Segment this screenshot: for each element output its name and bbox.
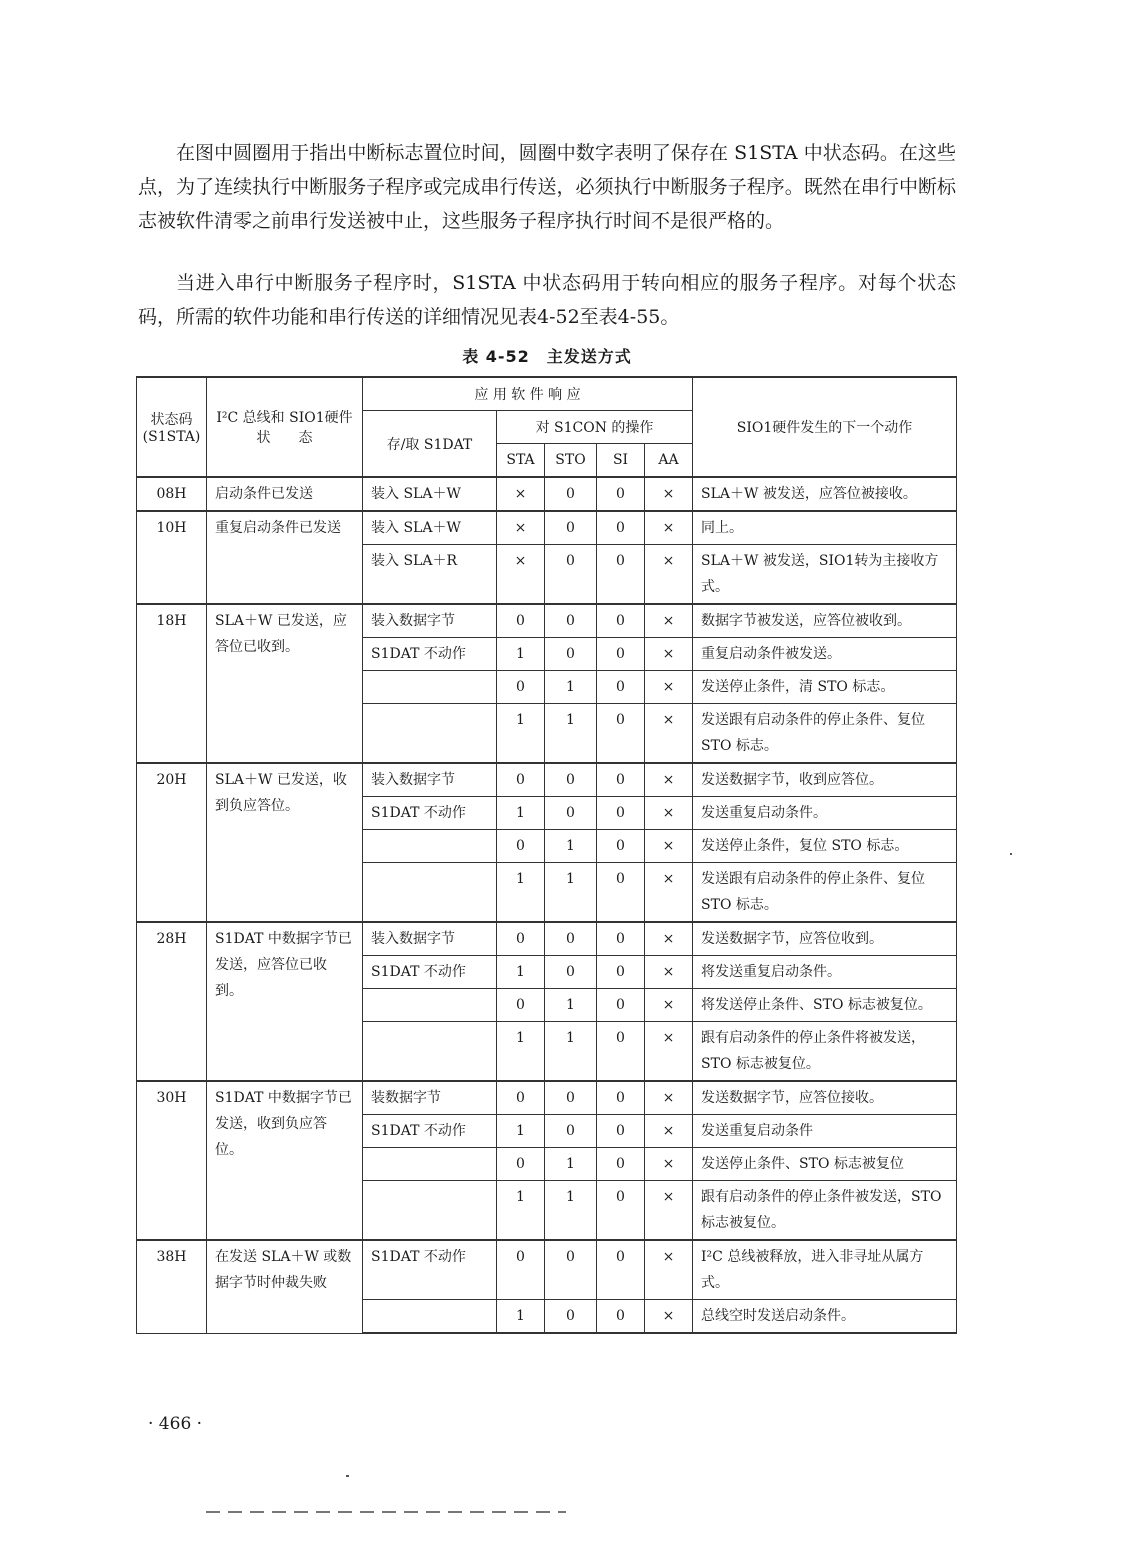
next-action-cell: 重复启动条件被发送。 — [693, 638, 957, 671]
sta-cell: 0 — [497, 1240, 545, 1300]
status-code-cell: 38H — [137, 1240, 207, 1333]
s1dat-cell: 装数据字节 — [363, 1081, 497, 1115]
next-action-cell: 发送数据字节，应答位接收。 — [693, 1081, 957, 1115]
table-body — [137, 477, 957, 1333]
header-status-code: 状态码 (S1STA) — [137, 377, 207, 477]
table-row — [137, 477, 957, 511]
status-code-cell: 10H — [137, 511, 207, 604]
si-cell: 0 — [597, 763, 645, 797]
intro-paragraph-2: 当进入串行中断服务子程序时，S1STA 中状态码用于转向相应的服务子程序。对每个状态码，所需的软件功能和串行传送的详细情况见表4-52至表4-55。 — [138, 272, 956, 328]
aa-cell: × — [645, 604, 693, 638]
s1dat-cell — [363, 1300, 497, 1334]
status-code-cell: 28H — [137, 922, 207, 1081]
table-row — [137, 763, 957, 797]
si-cell: 0 — [597, 922, 645, 956]
s1dat-cell: S1DAT 不动作 — [363, 1240, 497, 1300]
table-row — [137, 604, 957, 638]
sta-cell: 1 — [497, 797, 545, 830]
aa-cell: × — [645, 1181, 693, 1241]
sta-cell: 1 — [497, 1181, 545, 1241]
sta-cell: 1 — [497, 704, 545, 764]
sto-cell: 0 — [545, 763, 597, 797]
sta-cell: 0 — [497, 922, 545, 956]
si-cell: 0 — [597, 1115, 645, 1148]
sto-cell: 0 — [545, 604, 597, 638]
bus-state-cell: 重复启动条件已发送 — [207, 511, 363, 604]
sto-cell: 1 — [545, 671, 597, 704]
next-action-cell: 同上。 — [693, 511, 957, 545]
sta-cell: × — [497, 545, 545, 605]
header-sta: STA — [497, 444, 545, 478]
aa-cell: × — [645, 1022, 693, 1082]
si-cell: 0 — [597, 797, 645, 830]
sta-cell: × — [497, 477, 545, 511]
sto-cell: 0 — [545, 1115, 597, 1148]
si-cell: 0 — [597, 956, 645, 989]
scan-speck — [1010, 853, 1012, 855]
next-action-cell: I²C 总线被释放，进入非寻址从属方式。 — [693, 1240, 957, 1300]
s1dat-cell — [363, 863, 497, 923]
s1dat-cell — [363, 1148, 497, 1181]
sta-cell: 0 — [497, 1081, 545, 1115]
sta-cell: 1 — [497, 638, 545, 671]
sto-cell: 1 — [545, 863, 597, 923]
next-action-cell: 发送跟有启动条件的停止条件、复位 STO 标志。 — [693, 704, 957, 764]
s1dat-cell: S1DAT 不动作 — [363, 956, 497, 989]
si-cell: 0 — [597, 1181, 645, 1241]
next-action-cell: SLA＋W 被发送，SIO1转为主接收方式。 — [693, 545, 957, 605]
aa-cell: × — [645, 671, 693, 704]
header-bus-state: I²C 总线和 SIO1硬件 状 态 — [207, 377, 363, 477]
status-code-cell: 30H — [137, 1081, 207, 1240]
sto-cell: 0 — [545, 477, 597, 511]
sto-cell: 1 — [545, 830, 597, 863]
sta-cell: × — [497, 511, 545, 545]
s1dat-cell: 装入 SLA＋W — [363, 511, 497, 545]
s1dat-cell: S1DAT 不动作 — [363, 797, 497, 830]
aa-cell: × — [645, 1115, 693, 1148]
si-cell: 0 — [597, 604, 645, 638]
sto-cell: 1 — [545, 1181, 597, 1241]
aa-cell: × — [645, 1240, 693, 1300]
sta-cell: 0 — [497, 830, 545, 863]
s1dat-cell — [363, 830, 497, 863]
next-action-cell: 发送重复启动条件。 — [693, 797, 957, 830]
sta-cell: 0 — [497, 604, 545, 638]
aa-cell: × — [645, 1300, 693, 1334]
sto-cell: 0 — [545, 797, 597, 830]
next-action-cell: 发送跟有启动条件的停止条件、复位 STO 标志。 — [693, 863, 957, 923]
sto-cell: 0 — [545, 922, 597, 956]
aa-cell: × — [645, 638, 693, 671]
master-transmit-table — [136, 376, 957, 1334]
s1dat-cell: 装入 SLA＋R — [363, 545, 497, 605]
s1dat-cell — [363, 671, 497, 704]
s1dat-cell — [363, 1022, 497, 1082]
sto-cell: 0 — [545, 545, 597, 605]
aa-cell: × — [645, 511, 693, 545]
si-cell: 0 — [597, 1240, 645, 1300]
si-cell: 0 — [597, 704, 645, 764]
sta-cell: 1 — [497, 1022, 545, 1082]
si-cell: 0 — [597, 477, 645, 511]
next-action-cell: 将发送重复启动条件。 — [693, 956, 957, 989]
table-row — [137, 1081, 957, 1115]
next-action-cell: 发送停止条件、STO 标志被复位 — [693, 1148, 957, 1181]
bus-state-cell: S1DAT 中数据字节已发送，收到负应答位。 — [207, 1081, 363, 1240]
s1dat-cell: 装入数据字节 — [363, 604, 497, 638]
next-action-cell: 数据字节被发送，应答位被收到。 — [693, 604, 957, 638]
s1dat-cell: 装入数据字节 — [363, 922, 497, 956]
s1dat-cell — [363, 989, 497, 1022]
aa-cell: × — [645, 1148, 693, 1181]
s1dat-cell: 装入 SLA＋W — [363, 477, 497, 511]
sta-cell: 0 — [497, 671, 545, 704]
status-code-cell: 08H — [137, 477, 207, 511]
si-cell: 0 — [597, 1300, 645, 1334]
aa-cell: × — [645, 477, 693, 511]
aa-cell: × — [645, 922, 693, 956]
status-code-cell: 20H — [137, 763, 207, 922]
header-aa: AA — [645, 444, 693, 478]
sta-cell: 0 — [497, 1148, 545, 1181]
si-cell: 0 — [597, 830, 645, 863]
aa-cell: × — [645, 989, 693, 1022]
scan-speck — [346, 1475, 349, 1477]
next-action-cell: 将发送停止条件、STO 标志被复位。 — [693, 989, 957, 1022]
sta-cell: 1 — [497, 863, 545, 923]
aa-cell: × — [645, 545, 693, 605]
bus-state-cell: S1DAT 中数据字节已发送，应答位已收到。 — [207, 922, 363, 1081]
sto-cell: 0 — [545, 511, 597, 545]
page-number: · 466 · — [148, 1414, 203, 1434]
aa-cell: × — [645, 704, 693, 764]
sto-cell: 1 — [545, 1148, 597, 1181]
sta-cell: 1 — [497, 956, 545, 989]
aa-cell: × — [645, 863, 693, 923]
table-row — [137, 511, 957, 545]
next-action-cell: 发送数据字节，收到应答位。 — [693, 763, 957, 797]
si-cell: 0 — [597, 511, 645, 545]
aa-cell: × — [645, 1081, 693, 1115]
bus-state-cell: 启动条件已发送 — [207, 477, 363, 511]
intro-paragraph-1: 在图中圆圈用于指出中断标志置位时间，圆圈中数字表明了保存在 S1STA 中状态码。在这些点，为了连续执行中断服务子程序或完成串行传送，必须执行中断服务子程序。既然在串行中断标志被软件清零之前串行发送被中止，这些服务子程序执行时间不是很严格的。 — [138, 142, 956, 232]
bus-state-cell: SLA＋W 已发送，应答位已收到。 — [207, 604, 363, 763]
si-cell: 0 — [597, 863, 645, 923]
sto-cell: 1 — [545, 1022, 597, 1082]
next-action-cell: 发送停止条件，清 STO 标志。 — [693, 671, 957, 704]
bus-state-cell: SLA＋W 已发送，收到负应答位。 — [207, 763, 363, 922]
next-action-cell: 发送数据字节，应答位收到。 — [693, 922, 957, 956]
next-action-cell: 发送停止条件，复位 STO 标志。 — [693, 830, 957, 863]
scan-dash-line — [206, 1511, 566, 1513]
next-action-cell: 跟有启动条件的停止条件将被发送，STO 标志被复位。 — [693, 1022, 957, 1082]
table-caption: 表 4-52 主发送方式 — [462, 347, 632, 366]
sta-cell: 1 — [497, 1300, 545, 1334]
header-s1dat: 存/取 S1DAT — [363, 411, 497, 478]
si-cell: 0 — [597, 1022, 645, 1082]
sto-cell: 0 — [545, 1081, 597, 1115]
s1dat-cell: S1DAT 不动作 — [363, 638, 497, 671]
next-action-cell: 总线空时发送启动条件。 — [693, 1300, 957, 1334]
sto-cell: 0 — [545, 956, 597, 989]
table-row — [137, 922, 957, 956]
aa-cell: × — [645, 763, 693, 797]
header-app-response: 应 用 软 件 响 应 — [363, 377, 693, 411]
aa-cell: × — [645, 797, 693, 830]
header-sto: STO — [545, 444, 597, 478]
next-action-cell: 发送重复启动条件 — [693, 1115, 957, 1148]
sta-cell: 0 — [497, 989, 545, 1022]
sto-cell: 0 — [545, 1240, 597, 1300]
bus-state-cell: 在发送 SLA＋W 或数据字节时仲裁失败 — [207, 1240, 363, 1333]
header-next-action: SIO1硬件发生的下一个动作 — [693, 377, 957, 477]
sta-cell: 0 — [497, 763, 545, 797]
s1dat-cell: 装入数据字节 — [363, 763, 497, 797]
aa-cell: × — [645, 956, 693, 989]
header-s1con-ops: 对 S1CON 的操作 — [497, 411, 693, 444]
si-cell: 0 — [597, 1081, 645, 1115]
si-cell: 0 — [597, 1148, 645, 1181]
si-cell: 0 — [597, 638, 645, 671]
aa-cell: × — [645, 830, 693, 863]
sto-cell: 0 — [545, 1300, 597, 1334]
sto-cell: 1 — [545, 704, 597, 764]
next-action-cell: 跟有启动条件的停止条件被发送，STO 标志被复位。 — [693, 1181, 957, 1241]
table-row — [137, 1240, 957, 1300]
si-cell: 0 — [597, 545, 645, 605]
s1dat-cell — [363, 1181, 497, 1241]
next-action-cell: SLA＋W 被发送，应答位被接收。 — [693, 477, 957, 511]
sto-cell: 1 — [545, 989, 597, 1022]
sto-cell: 0 — [545, 638, 597, 671]
status-code-cell: 18H — [137, 604, 207, 763]
s1dat-cell — [363, 704, 497, 764]
si-cell: 0 — [597, 671, 645, 704]
si-cell: 0 — [597, 989, 645, 1022]
s1dat-cell: S1DAT 不动作 — [363, 1115, 497, 1148]
sta-cell: 1 — [497, 1115, 545, 1148]
header-si: SI — [597, 444, 645, 478]
